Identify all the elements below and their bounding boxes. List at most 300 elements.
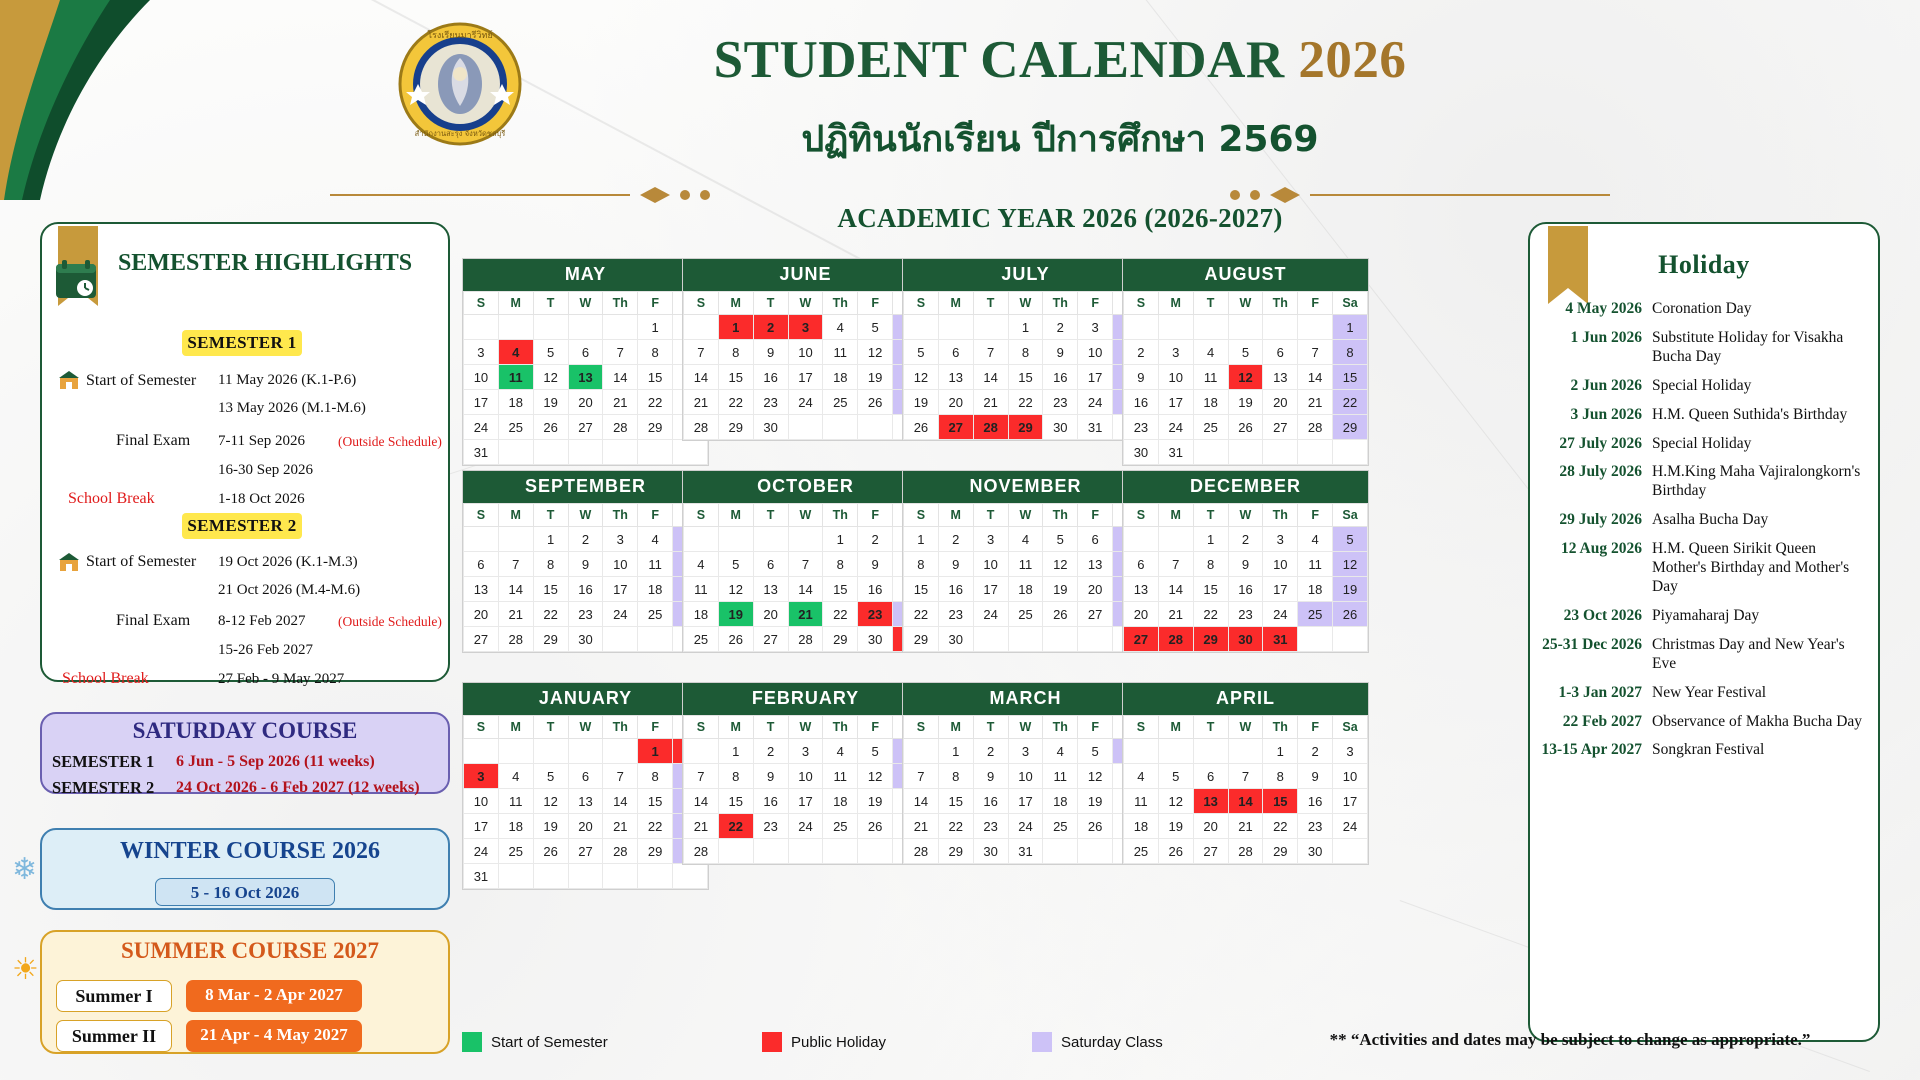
day-cell: 26 <box>1333 602 1368 627</box>
day-cell: 18 <box>1193 390 1228 415</box>
day-cell: 26 <box>1158 839 1193 864</box>
day-cell: 23 <box>1043 390 1078 415</box>
weekday-header: T <box>973 716 1008 739</box>
day-cell: 4 <box>638 527 673 552</box>
day-cell: 24 <box>1078 390 1113 415</box>
weekday-header: W <box>1228 716 1263 739</box>
day-cell: 29 <box>533 627 568 652</box>
day-cell: 22 <box>638 814 673 839</box>
day-cell: 27 <box>1124 627 1159 652</box>
day-cell-empty <box>1078 627 1113 652</box>
day-cell: 7 <box>1298 340 1333 365</box>
month-card-december <box>1122 470 1369 653</box>
weekday-header: Sa <box>1333 716 1368 739</box>
day-cell: 8 <box>533 552 568 577</box>
day-cell: 20 <box>753 602 788 627</box>
day-cell: 20 <box>1078 577 1113 602</box>
day-cell: 10 <box>603 552 638 577</box>
day-cell-empty <box>1298 440 1333 465</box>
day-cell: 9 <box>1298 764 1333 789</box>
day-cell: 2 <box>858 527 893 552</box>
day-cell: 26 <box>533 839 568 864</box>
winter-course-title: WINTER COURSE 2026 <box>119 838 381 864</box>
day-cell: 15 <box>1263 789 1298 814</box>
day-cell: 16 <box>973 789 1008 814</box>
day-cell: 14 <box>498 577 533 602</box>
day-cell: 2 <box>1124 340 1159 365</box>
day-cell: 14 <box>684 789 719 814</box>
weekday-header: Th <box>1263 716 1298 739</box>
weekday-header: S <box>684 504 719 527</box>
day-cell: 7 <box>603 764 638 789</box>
day-cell: 1 <box>1263 739 1298 764</box>
day-cell: 2 <box>938 527 973 552</box>
day-cell: 21 <box>973 390 1008 415</box>
day-cell-empty <box>823 415 858 440</box>
day-cell: 13 <box>1124 577 1159 602</box>
saturday-row-1-label: SEMESTER 2 <box>52 778 155 797</box>
day-cell-empty <box>684 527 719 552</box>
day-cell-empty <box>1193 315 1228 340</box>
day-cell: 1 <box>718 739 753 764</box>
day-cell: 3 <box>464 340 499 365</box>
weekday-header: F <box>1298 716 1333 739</box>
day-cell: 5 <box>1228 340 1263 365</box>
weekday-header: Th <box>1043 292 1078 315</box>
day-cell: 8 <box>1333 340 1368 365</box>
day-cell: 5 <box>1158 764 1193 789</box>
day-cell-empty <box>1263 440 1298 465</box>
day-cell: 25 <box>498 415 533 440</box>
sem1-row-4-label: School Break <box>68 490 155 507</box>
day-cell: 20 <box>568 814 603 839</box>
day-cell: 28 <box>684 415 719 440</box>
day-cell: 20 <box>938 390 973 415</box>
holiday-date: 29 July 2026 <box>1559 511 1642 529</box>
weekday-header: W <box>568 716 603 739</box>
summer-course-title: SUMMER COURSE 2027 <box>120 938 380 963</box>
day-cell: 1 <box>938 739 973 764</box>
day-cell: 22 <box>1008 390 1043 415</box>
day-cell-empty <box>603 627 638 652</box>
weekday-header: F <box>638 504 673 527</box>
day-cell: 10 <box>464 365 499 390</box>
day-cell: 6 <box>1263 340 1298 365</box>
day-cell: 22 <box>718 814 753 839</box>
day-cell-empty <box>1228 739 1263 764</box>
month-title: JANUARY <box>463 683 708 715</box>
weekday-header: W <box>568 504 603 527</box>
day-cell-empty <box>1158 315 1193 340</box>
day-cell: 15 <box>1008 365 1043 390</box>
day-cell: 10 <box>973 552 1008 577</box>
month-card-march <box>902 682 1149 865</box>
day-cell: 12 <box>533 789 568 814</box>
day-cell: 9 <box>753 340 788 365</box>
weekday-header: S <box>904 292 939 315</box>
day-cell: 30 <box>753 415 788 440</box>
day-cell: 8 <box>638 764 673 789</box>
month-card-january <box>462 682 709 890</box>
day-cell: 1 <box>638 739 673 764</box>
legend-item <box>462 1032 608 1052</box>
weekday-header: M <box>498 292 533 315</box>
sem2-row-0-label: Start of Semester <box>86 553 197 570</box>
day-cell: 10 <box>1263 552 1298 577</box>
day-cell: 9 <box>973 764 1008 789</box>
weekday-header: S <box>684 716 719 739</box>
summer-row-1-value: 21 Apr - 4 May 2027 <box>186 1020 362 1052</box>
sem2-row-0-value: 19 Oct 2026 (K.1-M.3) <box>218 554 358 570</box>
day-cell-empty <box>568 440 603 465</box>
holiday-name: Observance of Makha Bucha Day <box>1652 712 1863 730</box>
weekday-header: Sa <box>1333 292 1368 315</box>
day-cell: 22 <box>533 602 568 627</box>
day-cell: 27 <box>464 627 499 652</box>
day-cell: 11 <box>1008 552 1043 577</box>
day-cell: 10 <box>788 340 823 365</box>
day-cell: 24 <box>1008 814 1043 839</box>
day-cell: 22 <box>1193 602 1228 627</box>
month-title: OCTOBER <box>683 471 928 503</box>
day-cell-empty <box>788 415 823 440</box>
panel-title-semester-highlights: SEMESTER HIGHLIGHTS <box>117 250 413 276</box>
day-cell: 8 <box>823 552 858 577</box>
weekday-header: M <box>498 504 533 527</box>
holiday-list <box>1540 300 1870 770</box>
day-cell: 1 <box>1333 315 1368 340</box>
day-cell: 18 <box>823 365 858 390</box>
weekday-header: S <box>1124 716 1159 739</box>
legend-label: Saturday Class <box>1061 1033 1163 1051</box>
day-cell-empty <box>1158 739 1193 764</box>
weekday-header: T <box>533 504 568 527</box>
weekday-header: T <box>1193 504 1228 527</box>
day-cell: 25 <box>823 814 858 839</box>
day-cell: 11 <box>823 340 858 365</box>
day-cell: 17 <box>973 577 1008 602</box>
day-cell-empty <box>1158 527 1193 552</box>
day-cell: 17 <box>1333 789 1368 814</box>
weekday-header: S <box>464 292 499 315</box>
day-cell: 5 <box>904 340 939 365</box>
weekday-header: S <box>464 504 499 527</box>
day-cell: 24 <box>788 390 823 415</box>
weekday-header: Th <box>603 292 638 315</box>
day-cell: 12 <box>904 365 939 390</box>
day-cell: 17 <box>464 814 499 839</box>
weekday-header: W <box>788 504 823 527</box>
holiday-date: 4 May 2026 <box>1565 300 1642 317</box>
day-cell: 31 <box>1263 627 1298 652</box>
day-cell-empty <box>1078 839 1113 864</box>
day-cell-empty <box>498 315 533 340</box>
day-cell-empty <box>533 739 568 764</box>
day-cell-empty <box>1124 315 1159 340</box>
holiday-list-item <box>1540 511 1870 530</box>
day-cell: 6 <box>1193 764 1228 789</box>
day-cell: 28 <box>973 415 1008 440</box>
weekday-header: Th <box>823 504 858 527</box>
day-cell: 17 <box>1078 365 1113 390</box>
holiday-date: 27 July 2026 <box>1559 434 1642 452</box>
day-cell: 17 <box>464 390 499 415</box>
day-cell: 15 <box>638 789 673 814</box>
day-cell: 4 <box>1124 764 1159 789</box>
day-cell: 13 <box>1263 365 1298 390</box>
weekday-header: F <box>638 716 673 739</box>
day-cell: 23 <box>753 390 788 415</box>
day-cell: 5 <box>718 552 753 577</box>
day-cell: 13 <box>568 365 603 390</box>
day-cell: 23 <box>1228 602 1263 627</box>
day-cell: 3 <box>973 527 1008 552</box>
day-cell-empty <box>1263 315 1298 340</box>
day-cell: 28 <box>603 839 638 864</box>
day-cell-empty <box>718 527 753 552</box>
day-cell: 15 <box>718 365 753 390</box>
day-cell: 28 <box>1158 627 1193 652</box>
sem2-row-2-note: (Outside Schedule) <box>338 614 442 629</box>
holiday-date: 28 July 2026 <box>1559 463 1642 481</box>
day-cell-empty <box>464 315 499 340</box>
day-cell-empty <box>1043 627 1078 652</box>
day-cell: 18 <box>498 814 533 839</box>
day-cell: 21 <box>498 602 533 627</box>
day-cell: 3 <box>1158 340 1193 365</box>
day-cell: 18 <box>1008 577 1043 602</box>
sem2-row-1-value: 21 Oct 2026 (M.4-M.6) <box>218 582 361 598</box>
month-card-october <box>682 470 929 653</box>
day-cell: 14 <box>1228 789 1263 814</box>
day-cell: 29 <box>718 415 753 440</box>
holiday-panel-title: Holiday <box>1658 250 1750 279</box>
day-cell: 13 <box>753 577 788 602</box>
sem1-row-3-value: 16-30 Sep 2026 <box>218 462 313 478</box>
weekday-header: F <box>1078 292 1113 315</box>
day-cell: 23 <box>1298 814 1333 839</box>
day-cell: 15 <box>638 365 673 390</box>
day-cell-empty <box>568 739 603 764</box>
day-cell: 24 <box>1333 814 1368 839</box>
day-cell: 2 <box>1228 527 1263 552</box>
sem1-row-0-value: 11 May 2026 (K.1-P.6) <box>218 372 357 388</box>
day-cell: 17 <box>603 577 638 602</box>
day-cell: 7 <box>1158 552 1193 577</box>
month-title: MARCH <box>903 683 1148 715</box>
day-cell: 16 <box>753 789 788 814</box>
day-cell: 10 <box>464 789 499 814</box>
day-cell: 14 <box>973 365 1008 390</box>
saturday-course-title: SATURDAY COURSE <box>132 718 358 743</box>
weekday-header: S <box>464 716 499 739</box>
day-cell: 29 <box>1333 415 1368 440</box>
day-cell: 25 <box>1124 839 1159 864</box>
holiday-list-item <box>1540 435 1870 454</box>
day-cell: 14 <box>603 789 638 814</box>
day-cell: 16 <box>858 577 893 602</box>
weekday-header: W <box>788 292 823 315</box>
weekday-header: M <box>1158 292 1193 315</box>
winter-course-dates: 5 - 16 Oct 2026 <box>155 878 335 906</box>
day-cell-empty <box>673 440 708 465</box>
day-cell: 25 <box>684 627 719 652</box>
day-cell: 20 <box>1263 390 1298 415</box>
weekday-header: Th <box>823 292 858 315</box>
footer-note: ** “Activities and dates may be subject to change as appropriate.” <box>1329 1030 1811 1049</box>
day-cell: 29 <box>823 627 858 652</box>
day-cell: 13 <box>568 789 603 814</box>
day-cell-empty <box>638 864 673 889</box>
day-cell-empty <box>603 739 638 764</box>
day-cell: 27 <box>1263 415 1298 440</box>
day-cell-empty <box>684 739 719 764</box>
day-cell: 30 <box>1298 839 1333 864</box>
legend-swatch <box>462 1032 482 1052</box>
day-cell-empty <box>533 440 568 465</box>
holiday-name: Christmas Day and New Year's Eve <box>1652 635 1845 672</box>
legend-label: Start of Semester <box>491 1033 608 1051</box>
day-cell: 29 <box>938 839 973 864</box>
day-cell-empty <box>753 839 788 864</box>
day-cell: 14 <box>904 789 939 814</box>
weekday-header: Th <box>823 716 858 739</box>
calendar-clock-icon <box>52 258 100 302</box>
day-cell-empty <box>464 527 499 552</box>
day-cell: 12 <box>1078 764 1113 789</box>
month-title: JUNE <box>683 259 928 291</box>
weekday-header: W <box>1008 716 1043 739</box>
day-cell: 23 <box>938 602 973 627</box>
day-cell: 4 <box>823 315 858 340</box>
day-cell: 1 <box>533 527 568 552</box>
school-building-icon <box>58 552 80 572</box>
page-header <box>0 0 1920 245</box>
day-cell: 17 <box>1008 789 1043 814</box>
day-cell-empty <box>718 839 753 864</box>
day-cell: 16 <box>1298 789 1333 814</box>
day-cell: 29 <box>638 839 673 864</box>
day-cell: 8 <box>904 552 939 577</box>
month-title: FEBRUARY <box>683 683 928 715</box>
day-cell: 29 <box>1008 415 1043 440</box>
day-cell: 21 <box>1158 602 1193 627</box>
day-cell: 21 <box>603 814 638 839</box>
day-cell: 5 <box>1078 739 1113 764</box>
month-title: AUGUST <box>1123 259 1368 291</box>
day-cell: 20 <box>1193 814 1228 839</box>
day-cell: 5 <box>1043 527 1078 552</box>
weekday-header: W <box>1228 504 1263 527</box>
day-cell: 28 <box>603 415 638 440</box>
day-cell-empty <box>1228 315 1263 340</box>
day-cell: 7 <box>788 552 823 577</box>
holiday-date: 1 Jun 2026 <box>1570 328 1642 346</box>
weekday-header: F <box>1298 292 1333 315</box>
day-cell: 11 <box>498 365 533 390</box>
weekday-header: Th <box>1043 504 1078 527</box>
weekday-header: F <box>858 504 893 527</box>
sem2-row-4-label: School Break <box>62 670 149 687</box>
holiday-list-item <box>1540 607 1870 626</box>
day-cell: 21 <box>904 814 939 839</box>
weekday-header: W <box>1008 292 1043 315</box>
day-cell: 4 <box>1043 739 1078 764</box>
day-cell: 16 <box>1124 390 1159 415</box>
day-cell: 18 <box>684 602 719 627</box>
day-cell: 31 <box>1008 839 1043 864</box>
sem1-row-2-value: 7-11 Sep 2026 <box>218 433 305 449</box>
month-card-august <box>1122 258 1369 466</box>
day-cell: 25 <box>498 839 533 864</box>
holiday-date: 2 Jun 2026 <box>1570 376 1642 394</box>
day-cell-empty <box>684 315 719 340</box>
holiday-list-item <box>1540 684 1870 703</box>
day-cell: 12 <box>1333 552 1368 577</box>
day-cell: 22 <box>938 814 973 839</box>
weekday-header: Th <box>603 504 638 527</box>
day-cell-empty <box>638 627 673 652</box>
day-cell: 23 <box>753 814 788 839</box>
day-cell: 11 <box>1298 552 1333 577</box>
day-cell: 24 <box>973 602 1008 627</box>
semester-1-badge: SEMESTER 1 <box>182 330 302 356</box>
sem2-row-2-value: 8-12 Feb 2027 <box>218 613 306 629</box>
day-cell: 28 <box>1228 839 1263 864</box>
day-cell: 6 <box>1124 552 1159 577</box>
day-cell: 11 <box>498 789 533 814</box>
day-cell: 3 <box>603 527 638 552</box>
day-cell: 29 <box>904 627 939 652</box>
day-cell: 30 <box>858 627 893 652</box>
day-cell: 30 <box>1124 440 1159 465</box>
day-cell-empty <box>973 315 1008 340</box>
day-cell: 9 <box>1043 340 1078 365</box>
weekday-header: W <box>1008 504 1043 527</box>
holiday-name: Special Holiday <box>1652 434 1752 452</box>
day-cell: 26 <box>858 814 893 839</box>
day-cell: 21 <box>1228 814 1263 839</box>
day-cell: 22 <box>1263 814 1298 839</box>
day-cell: 19 <box>533 390 568 415</box>
svg-text:โรงเรียนมารีวิทย์: โรงเรียนมารีวิทย์ <box>427 31 493 41</box>
month-title: MAY <box>463 259 708 291</box>
day-cell: 1 <box>1008 315 1043 340</box>
day-cell: 28 <box>1298 415 1333 440</box>
day-cell-empty <box>673 864 708 889</box>
sem1-row-0-label: Start of Semester <box>86 372 197 389</box>
weekday-header: S <box>904 716 939 739</box>
weekday-header: Sa <box>1333 504 1368 527</box>
day-cell: 14 <box>684 365 719 390</box>
day-cell-empty <box>1043 839 1078 864</box>
day-cell: 17 <box>788 789 823 814</box>
weekday-header: M <box>938 504 973 527</box>
day-cell: 8 <box>1193 552 1228 577</box>
day-cell-empty <box>904 315 939 340</box>
day-cell: 12 <box>1228 365 1263 390</box>
day-cell: 1 <box>718 315 753 340</box>
day-cell: 2 <box>753 739 788 764</box>
day-cell: 23 <box>973 814 1008 839</box>
day-cell: 6 <box>568 340 603 365</box>
day-cell: 15 <box>1193 577 1228 602</box>
weekday-header: T <box>753 716 788 739</box>
day-cell: 5 <box>533 764 568 789</box>
weekday-header: Th <box>603 716 638 739</box>
day-cell: 10 <box>1158 365 1193 390</box>
day-cell: 8 <box>1008 340 1043 365</box>
